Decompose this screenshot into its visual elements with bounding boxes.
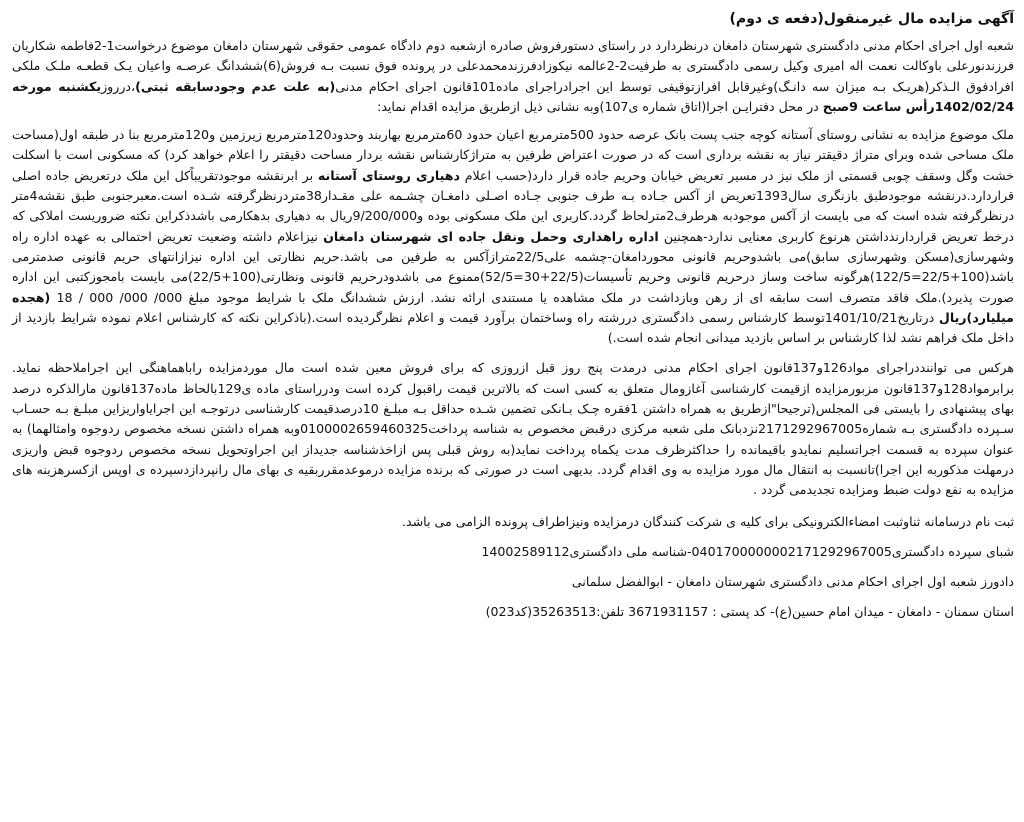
account-line: شبای سپرده دادگستری0401700000002171292967005-شناسه ملی دادگستری14002589112	[481, 543, 1014, 559]
property-text-3: نیزاعلام داشته وضعیت تعریض احتمالی به عهده اداره راه وشهرسازی(مسکن وشهرسازی سابق)می باشدوحریم قانونی محوردامغان-چشمه علی22/5مترازآکس به طرفین می باشد.حریم نظارتی این اداره نیزازانتهای حریم قانونی صدمترمی باشد(100+22/5=122/5)هرگونه ساخت وساز درحریم قانونی وحریم تأسیسات(22/5+30=52/5)ممنوع می باشدودرحریم قانونی ونظارتی(100+22/5)می بایست بامجوزکتبی این اداره صورت پذیرد).ملک فاقد متصرف است سابقه ای از رهن وبازداشت در ملک مشاهده یا مستندی ارائه نشد. ارزش ششدانگ ملک با شرایط موجود مبلغ 000/ 000/ 000 / 18	[12, 228, 1014, 305]
intro-bold-no-registration: (به علت عدم وجودسابقه ثبتی)	[135, 78, 336, 94]
property-bold-road-office: اداره راهداری وحمل ونقل جاده ای شهرستان دامغان	[323, 228, 659, 244]
notice-title: آگهی مزایده مال غیرمنقول(دفعه ی دوم)	[729, 11, 1014, 27]
intro-text-2: ،درروز	[101, 78, 136, 94]
auction-date: یکشنبه مورخه 1402/02/24رأس ساعت 9صبح	[12, 78, 1014, 114]
signature-line: دادورز شعبه اول اجرای احکام مدنی دادگستری شهرستان دامغان - ابوالفضل سلمانی	[571, 573, 1014, 589]
property-text-1: ملک موضوع مزایده به نشانی روستای آستانه کوچه جنب پست بانک عرصه حدود 500مترمربع اعیان حدود 60مترمربع بهاربند وحدود120مترمربع زیرزمین و120مترمربع بنا در طبقه اول(مساحت ملک مساحی شده وبرای متراژ دقیقتر نیاز به نقشه برداری است که در صورت اعتراض طرفین به متراژکارشناس نقشه بردار مساحت دقیقتر را اعلام خواهد کرد) که مسکونی است با اسکلت خشت وگل وسقف چوبی قسمتی از ملک نیز در مسیر تعریض خیابان وحریم جاده قرار دارد(حسب اعلام	[12, 127, 1014, 183]
intro-text-3: در محل دفترایـن اجرا(اتاق شماره ی107)وبه نشانی ذیل ازطریق مزایده اقدام نماید:	[377, 98, 823, 114]
property-paragraph	[12, 125, 1014, 348]
address-line: استان سمنان - دامغان - میدان امام حسین(ع)- کد پستی : 3671931157 تلفن:35263513(کد023)	[485, 603, 1014, 619]
registration-line: ثبت نام درسامانه ثناوثبت امضاءالکترونیکی برای کلیه ی شرکت کنندگان درمزایده ونیزاطراف پرونده الزامی می باشد.	[402, 513, 1014, 529]
conditions-paragraph: هرکس می تواننددراجرای مواد126و137قانون اجرای احکام مدنی درمدت پنج روز قبل ازروزی که برای فروش معین شده است مال موردمزایده راباهماهنگی این اجراملاحظه نماید. برابرمواد128و137قانون مزبورمزایده ازقیمت کارشناسی آغازومال متعلق به کسی است که بالاترین قیمت راقبول کرده است ودرراستای ماده ی129بالحاظ ماده137قانون مارالذکره درصد بهای پیشنهادی را بایستی فی المجلس(ترجیحا"ازطریق به همراه داشتن 1فقره چـک بـانکی تضمین شـده حداقل بـه مبلـغ 10درصدقیمت کارشناسی درتوجـه این اجرایاواریزاین مبلـغ بـه حسـاب سـپرده دادگستری بـه شماره2171292967005نزدبانک ملی شعبه مرکزی درقبض مخصوص به شناسه پرداخت0100002659460325وبه همراه داشتن نسخه مخصوص ردوجوه وامثالهما) به عنوان سپرده به قسمت اجراتسلیم نمایدو باقیمانده را حداکثرظرف مدت یکماه پرداخت نماید(به روش قبلی پس ازاخذشناسه جدیداز این اجراوتحویل نسخه مخصوص ردوجوه قبض واریزی درمهلت مذکوربه این اجرا)تانسبت به انتقال مال مورد مزایده به وی اقدام گردد. بدیهی است در صورتی که برنده مزایده درموعدمقرربقیه ی بهای مال رانپردازدسپرده ی اوپس ازکسرهزینه های مزایده به نفع دولت ضبط ومزایده تجدیدمی گردد .	[12, 360, 1014, 498]
intro-text-1: شعبه اول اجرای احکام مدنی دادگستری شهرستان دامغان درنظردارد در راستای دستورفروش صادره ازشعبه دوم دادگاه عمومی حقوقی شهرستان دامغان موضوع درخواست1-2فاطمه شکاریان فرزندنورعلی باوکالت نعمت اله امیری وکیل رسمی دادگستری به طرفیت2-2عالمه نیکوزادفرزندمحمدعلی در پرونده فوق نسبت بـه فروش(6)ششدانگ عرصـه واعیان یـک قطعـه ملـک ملکی افرادفوق الـذکر(هریـک بـه میزان سه دانـگ)وغیرقابل افرازتوقیفی توسط این اجرادراجرای ماده101قانون اجرای احکام مدنی	[12, 38, 1015, 94]
intro-paragraph	[12, 36, 1014, 117]
property-text-2: بر ابرنقشه موجودتقریباًکل این ملک درتعریض جاده اصلی قراردارد.درنقشه موجودطبق بازنگری سال1393تعریض از آکس جـاده بـه طرف جنوبی جـاده اصـلی دامغـان چشـمه علی مقـدار38متردرنظرگرفته شـده است.معبرجنوبی طبق نقشه4متر درنظرگرفته شده است که می بایست از آکس موجودبه هرطرف2مترلحاظ گردد.کاربری این ملک مسکونی بوده و9/200/000ریال به دهیاری بدهکارمی باشدذکراین نکته ضروریست املاکی که درخط تعریض قراردارندداشتن هرنوع کاربری معنایی ندارد-همچنین	[12, 167, 1015, 244]
property-bold-village-office: دهیاری روستای آستانه	[317, 167, 460, 183]
property-text-4: درتاریخ1401/10/21توسط کارشناس رسمی دادگستری دررشته راه وساختمان برآورد قیمت و اعلام نظرگردیده است.(باذکراین نکته که کارشناس اعلام نموده شرایط بازدید از داخل ملک فراهم نشد لذا کارشناس بر اساس بازدید میدانی انجام شده است.)	[12, 309, 1014, 346]
property-bold-price: (هجده میلیارد)ریال	[12, 289, 1014, 325]
